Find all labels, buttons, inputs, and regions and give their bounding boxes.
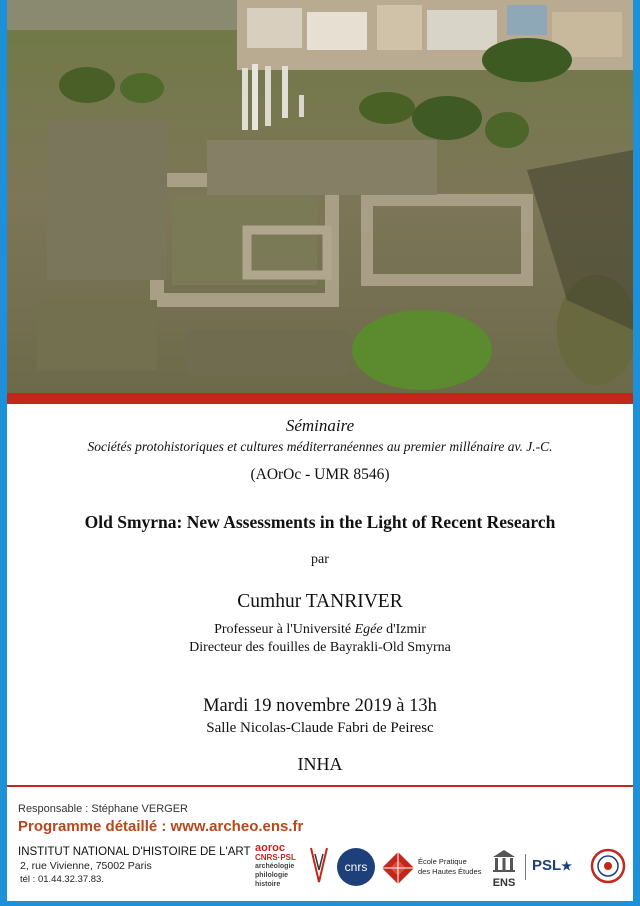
- role-university: Egée: [354, 622, 383, 637]
- ens-logo: [487, 848, 521, 889]
- bottom-blue-band: [0, 901, 640, 906]
- speaker-role-professor: [7, 622, 633, 638]
- event-room: Salle Nicolas-Claude Fabri de Peiresc: [206, 720, 434, 736]
- responsable-name: Stéphane VERGER: [91, 803, 189, 815]
- aoroc-logo-archeologie: archéologie: [255, 863, 295, 870]
- logo-separator: [525, 854, 526, 880]
- ens-building-icon: [491, 848, 517, 874]
- aerial-excavation-photo: [7, 0, 633, 395]
- ephe-logo-text: [418, 857, 481, 877]
- psl-logo-text: PSL: [532, 857, 562, 874]
- lab-reference: (AOrOc - UMR 8546): [250, 466, 390, 483]
- psl-logo: [532, 857, 572, 874]
- left-blue-border: [0, 0, 7, 906]
- institution-address: 2, rue Vivienne, 75002 Paris: [20, 860, 152, 872]
- aoroc-emblem-icon: [307, 844, 331, 893]
- university-seal-logo: [590, 848, 626, 889]
- cnrs-logo-text: cnrs: [344, 860, 368, 874]
- partner-logos: [255, 838, 630, 896]
- aoroc-logo-cnrs-psl: CNRS·PSL: [255, 853, 296, 862]
- event-venue: INHA: [297, 754, 343, 774]
- aoroc-logo-text: aoroc: [255, 842, 285, 854]
- role-suffix: d'Izmir: [382, 622, 426, 637]
- programme-link[interactable]: Programme détaillé : www.archeo.ens.fr: [18, 818, 304, 835]
- role-prefix: Professeur à l'Université: [214, 622, 355, 637]
- psl-star-icon: ★: [561, 859, 572, 873]
- aoroc-logo-philologie: philologie: [255, 872, 289, 879]
- ephe-line1: École Pratique: [418, 857, 467, 866]
- cnrs-logo: [337, 848, 375, 886]
- talk-title: Old Smyrna: New Assessments in the Light of Recent Research: [84, 512, 556, 532]
- ephe-logo-icon: [382, 852, 414, 889]
- top-red-band: [7, 393, 633, 404]
- ens-logo-text: ENS: [492, 877, 516, 889]
- seminar-label: Séminaire: [285, 416, 355, 435]
- par-label: par: [311, 552, 329, 567]
- aoroc-logo: [255, 844, 307, 889]
- responsable-label: Responsable :: [18, 803, 92, 815]
- speaker-role-director: Directeur des fouilles de Bayrakli-Old Smyrna: [189, 640, 451, 655]
- responsable-line: [18, 803, 188, 815]
- speaker-name: Cumhur TANRIVER: [237, 591, 403, 612]
- institution-phone: tél : 01.44.32.37.83.: [20, 874, 104, 885]
- seminar-subtitle: Sociétés protohistoriques et cultures méditerranéennes au premier millénaire av. J.-C.: [87, 439, 553, 454]
- right-blue-border: [633, 0, 640, 906]
- institution-name: INSTITUT NATIONAL D'HISTOIRE DE L'ART: [18, 846, 251, 858]
- ephe-line2: des Hautes Études: [418, 867, 482, 876]
- event-date: Mardi 19 novembre 2019 à 13h: [203, 696, 437, 716]
- aoroc-logo-histoire: histoire: [255, 881, 281, 888]
- footer-divider: [7, 785, 633, 787]
